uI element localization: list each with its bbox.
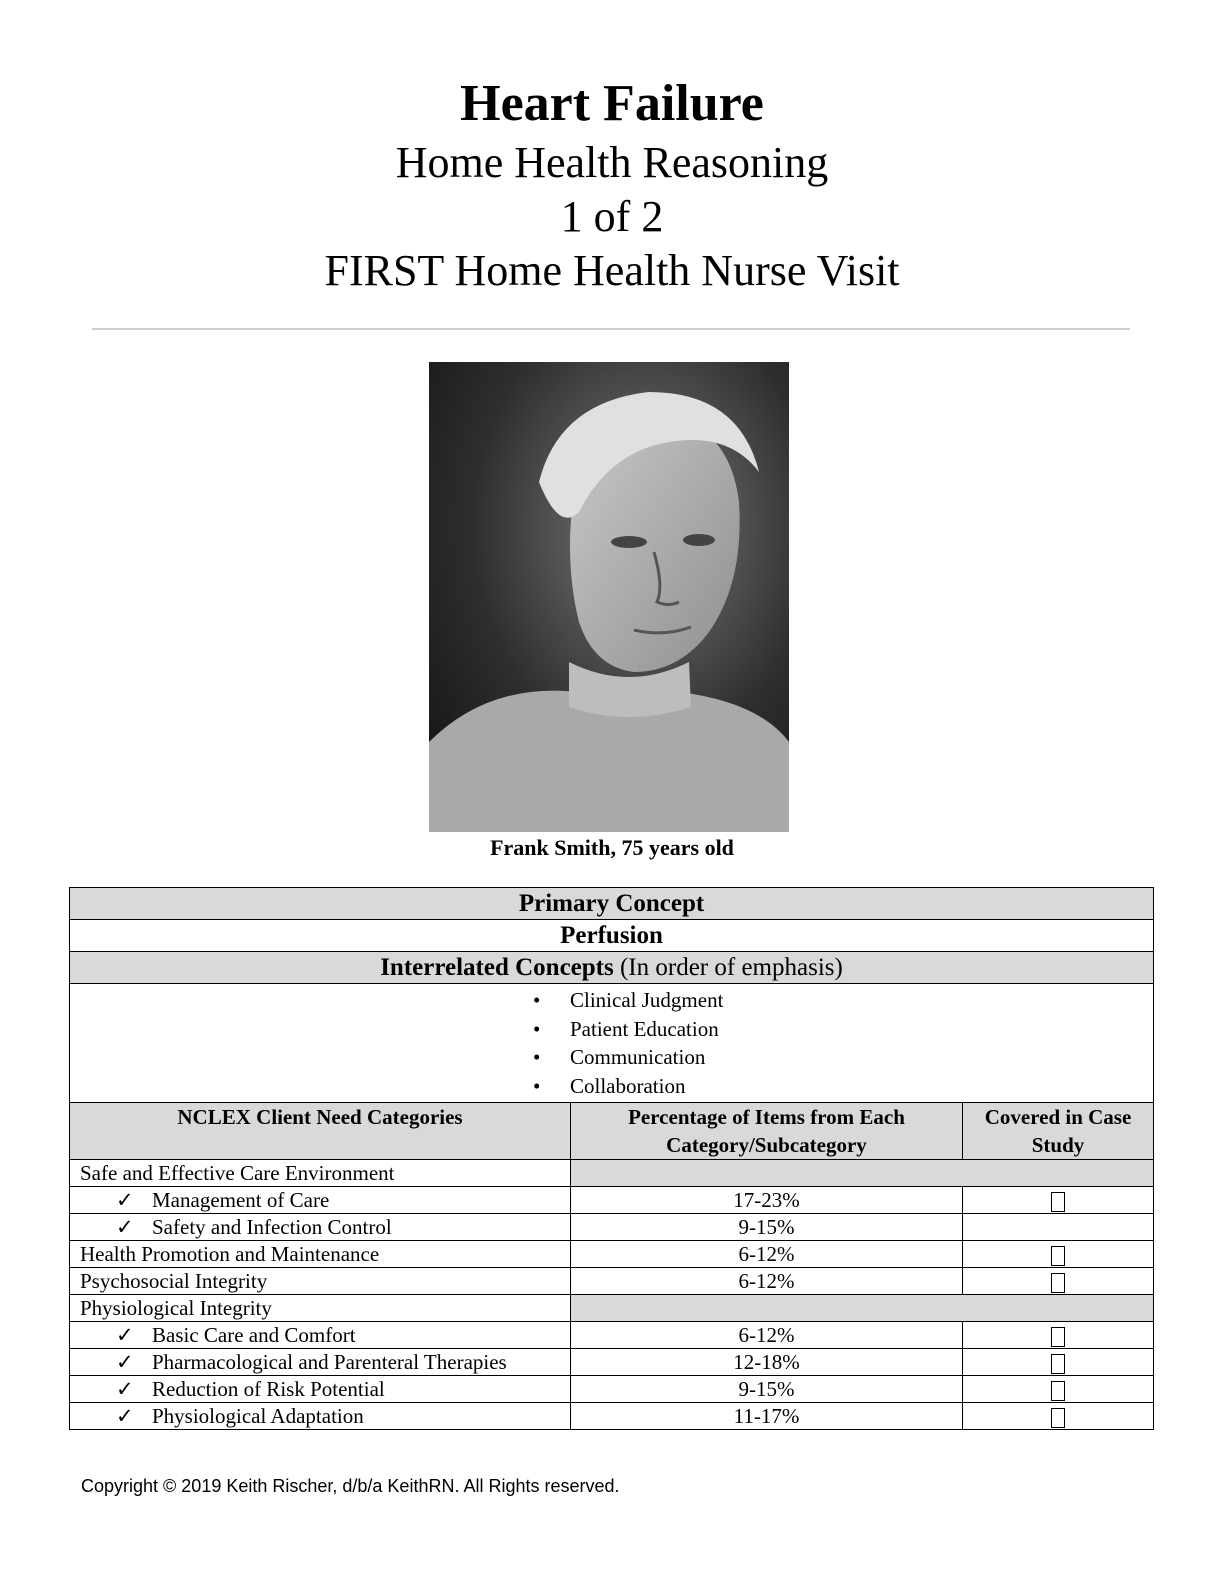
group-shaded-cell — [571, 1160, 1154, 1187]
table-row — [70, 1295, 1154, 1322]
bullet-icon: • — [533, 988, 541, 1012]
interrelated-concepts-label: Interrelated Concepts — [380, 954, 614, 981]
covered-box-icon — [1051, 1246, 1065, 1266]
category-cell — [70, 1295, 571, 1322]
bullet-icon: • — [533, 1073, 541, 1098]
list-item: • Clinical Judgment — [80, 986, 1143, 1015]
copyright-notice: Copyright © 2019 Keith Rischer, d/b/a KeithRN. All Rights reserved. — [81, 1476, 620, 1496]
percentage-cell: 6-12% — [571, 1241, 963, 1268]
category-label: Safety and Infection Control — [152, 1215, 392, 1239]
list-item: • Patient Education — [80, 1015, 1143, 1044]
table-row — [70, 1376, 1154, 1403]
covered-cell — [963, 1349, 1154, 1376]
covered-box-icon — [1051, 1354, 1065, 1374]
percentage-cell: 6-12% — [571, 1322, 963, 1349]
title-block — [0, 72, 1224, 298]
checkmark-icon: ✓ — [116, 1188, 134, 1212]
table-row — [70, 1403, 1154, 1430]
checkmark-icon: ✓ — [116, 1404, 134, 1428]
covered-cell — [963, 1214, 1154, 1241]
column-header-percentage: Percentage of Items from Each Category/Subcategory — [571, 1103, 963, 1160]
bullet-icon: • — [533, 1045, 541, 1069]
column-header-covered: Covered in Case Study — [963, 1103, 1154, 1160]
covered-box-icon — [1051, 1381, 1065, 1401]
category-cell — [70, 1160, 571, 1187]
primary-concept-value: Perfusion — [70, 920, 1154, 952]
table-row — [70, 1241, 1154, 1268]
table-row — [70, 1187, 1154, 1214]
category-label: Basic Care and Comfort — [152, 1323, 356, 1347]
column-header-category: NCLEX Client Need Categories — [70, 1103, 571, 1160]
category-cell — [70, 1268, 571, 1295]
category-label: Safe and Effective Care Environment — [80, 1161, 395, 1185]
checkmark-icon: ✓ — [116, 1377, 134, 1401]
covered-cell — [963, 1268, 1154, 1295]
covered-cell — [963, 1187, 1154, 1214]
covered-cell — [963, 1376, 1154, 1403]
category-label: Physiological Adaptation — [152, 1404, 364, 1428]
patient-caption: Frank Smith, 75 years old — [490, 835, 734, 860]
covered-cell — [963, 1241, 1154, 1268]
category-cell — [70, 1214, 571, 1241]
percentage-cell: 17-23% — [571, 1187, 963, 1214]
table-row — [70, 1268, 1154, 1295]
interrelated-concepts-list-cell — [70, 984, 1154, 1103]
list-item: • Communication — [80, 1043, 1143, 1072]
interrelated-concepts-note: (In order of emphasis) — [619, 954, 843, 981]
primary-concept-label: Primary Concept — [70, 888, 1154, 920]
covered-box-icon — [1051, 1408, 1065, 1428]
document-part: 1 of 2 — [560, 192, 664, 241]
interrelated-concepts-header — [70, 952, 1154, 984]
category-label: Management of Care — [152, 1188, 330, 1212]
covered-box-icon — [1051, 1192, 1065, 1212]
table-row — [70, 1214, 1154, 1241]
covered-cell — [963, 1322, 1154, 1349]
category-cell — [70, 1241, 571, 1268]
category-label: Reduction of Risk Potential — [152, 1377, 385, 1401]
percentage-cell: 9-15% — [571, 1376, 963, 1403]
percentage-cell: 9-15% — [571, 1214, 963, 1241]
concepts-nclex-table — [69, 887, 1154, 1430]
horizontal-divider — [92, 328, 1130, 330]
group-shaded-cell — [571, 1295, 1154, 1322]
table-row — [70, 1160, 1154, 1187]
table-row — [70, 1349, 1154, 1376]
percentage-cell: 11-17% — [571, 1403, 963, 1430]
document-subtitle: Home Health Reasoning — [395, 138, 829, 187]
patient-photo — [429, 362, 789, 832]
category-label: Physiological Integrity — [80, 1296, 272, 1320]
bullet-icon: • — [533, 1016, 541, 1041]
interrelated-concepts-list — [80, 984, 1143, 1102]
covered-box-icon — [1051, 1327, 1065, 1347]
checkmark-icon: ✓ — [116, 1350, 134, 1374]
category-cell — [70, 1403, 571, 1430]
document-visit: FIRST Home Health Nurse Visit — [324, 246, 900, 295]
category-cell — [70, 1187, 571, 1214]
category-cell — [70, 1376, 571, 1403]
category-cell — [70, 1349, 571, 1376]
category-label: Pharmacological and Parenteral Therapies — [152, 1350, 507, 1374]
patient-portrait-illustration — [429, 362, 789, 832]
category-cell — [70, 1322, 571, 1349]
percentage-cell: 6-12% — [571, 1268, 963, 1295]
list-item: • Collaboration — [80, 1072, 1143, 1101]
checkmark-icon: ✓ — [116, 1323, 134, 1347]
table-row — [70, 1322, 1154, 1349]
covered-box-icon — [1051, 1273, 1065, 1293]
category-label: Health Promotion and Maintenance — [80, 1242, 380, 1266]
covered-cell — [963, 1403, 1154, 1430]
checkmark-icon: ✓ — [116, 1215, 134, 1239]
category-label: Psychosocial Integrity — [80, 1269, 268, 1293]
percentage-cell: 12-18% — [571, 1349, 963, 1376]
document-title: Heart Failure — [460, 75, 764, 132]
nclex-rows — [70, 1160, 1154, 1430]
